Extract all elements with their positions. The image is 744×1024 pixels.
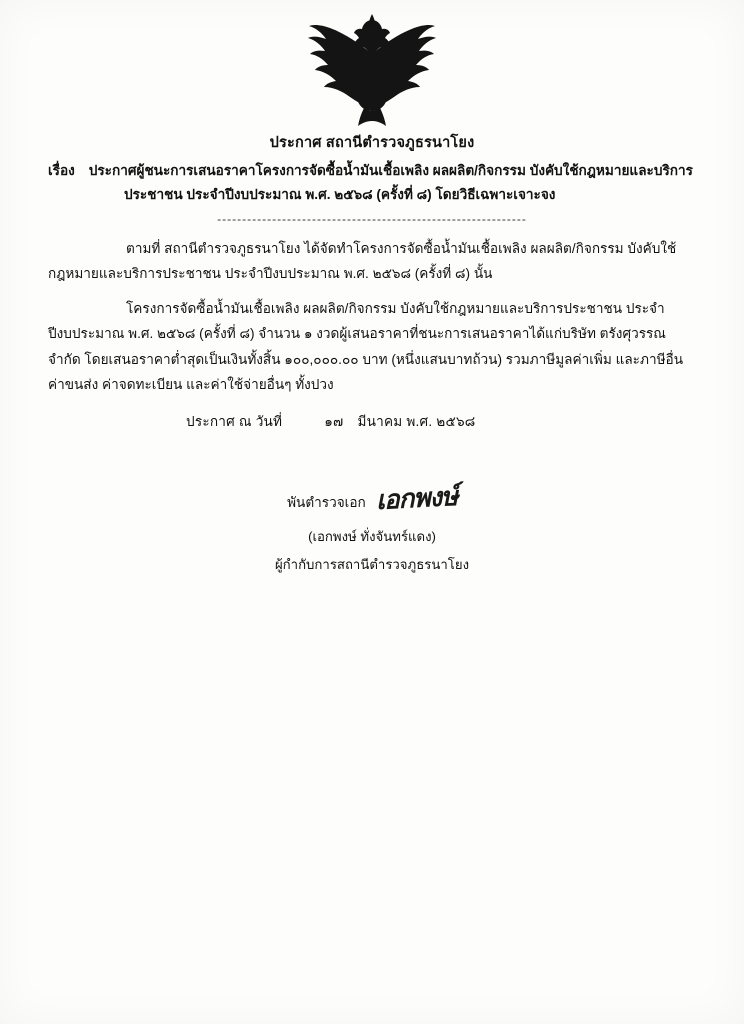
- signature-block: [0, 478, 744, 575]
- signature-row: [0, 478, 744, 519]
- paragraph-1-text: ตามที่ สถานีตำรวจภูธรนาโยง ได้จัดทำโครงการจัดซื้อน้ำมันเชื้อเพลิง ผลผลิต/กิจกรรม บังคับใช้กฎหมายและบริการประชาชน ประจำปีงบประมาณ พ.ศ. ๒๕๖๘ (ครั้งที่ ๘) นั้น: [48, 241, 677, 282]
- signature-mark: เอกพงษ์: [375, 481, 458, 517]
- document-title-block: [0, 132, 744, 154]
- subject-text-1: ประกาศผู้ชนะการเสนอราคาโครงการจัดซื้อน้ำมันเชื้อเพลิง ผลผลิต/กิจกรรม บังคับใช้กฎหมายและบริการ: [88, 163, 693, 178]
- subject-label: เรื่อง: [48, 163, 75, 178]
- paragraph-2: [48, 296, 700, 397]
- date-month-year: มีนาคม พ.ศ. ๒๕๖๘: [357, 414, 476, 429]
- date-prefix: ประกาศ ณ วันที่: [186, 414, 283, 429]
- announcement-date-line: [186, 410, 475, 432]
- subject-text-2: ประชาชน ประจำปีงบประมาณ พ.ศ. ๒๕๖๘ (ครั้งที่ ๘) โดยวิธีเฉพาะเจาะจง: [124, 187, 556, 203]
- subject-line-1: [48, 160, 696, 182]
- document-body: [48, 236, 700, 407]
- date-day: ๑๗: [324, 414, 344, 429]
- subject-block: [48, 160, 696, 206]
- paragraph-1: [48, 236, 700, 286]
- divider: --------------------------------------------------------------: [217, 212, 527, 226]
- signer-rank: พันตำรวจเอก: [287, 495, 366, 510]
- signer-name: (เอกพงษ์ ทั่งจันทร์แดง): [308, 529, 436, 544]
- garuda-emblem: [306, 14, 438, 130]
- emblem-container: [0, 14, 744, 130]
- paragraph-2-text: โครงการจัดซื้อน้ำมันเชื้อเพลิง ผลผลิต/กิจกรรม บังคับใช้กฎหมายและบริการประชาชน ประจำปีงบประมาณ พ.ศ. ๒๕๖๘ (ครั้งที่ ๘) จำนวน ๑ งวดผู้เสนอราคาที่ชนะการเสนอราคาได้แก่บริษัท ตรังศุวรรณ จำกัด โดยเสนอราคาต่ำสุดเป็นเงินทั้งสิ้น ๑๐๐,๐๐๐.๐๐ บาท (หนึ่งแสนบาทถ้วน) รวมภาษีมูลค่าเพิ่ม และภาษีอื่น ค่าขนส่ง ค่าจดทะเบียน และค่าใช้จ่ายอื่นๆ ทั้งปวง: [48, 301, 683, 392]
- page-title: ประกาศ สถานีตำรวจภูธรนาโยง: [269, 135, 475, 151]
- signer-position: ผู้กำกับการสถานีตำรวจภูธรนาโยง: [274, 557, 470, 572]
